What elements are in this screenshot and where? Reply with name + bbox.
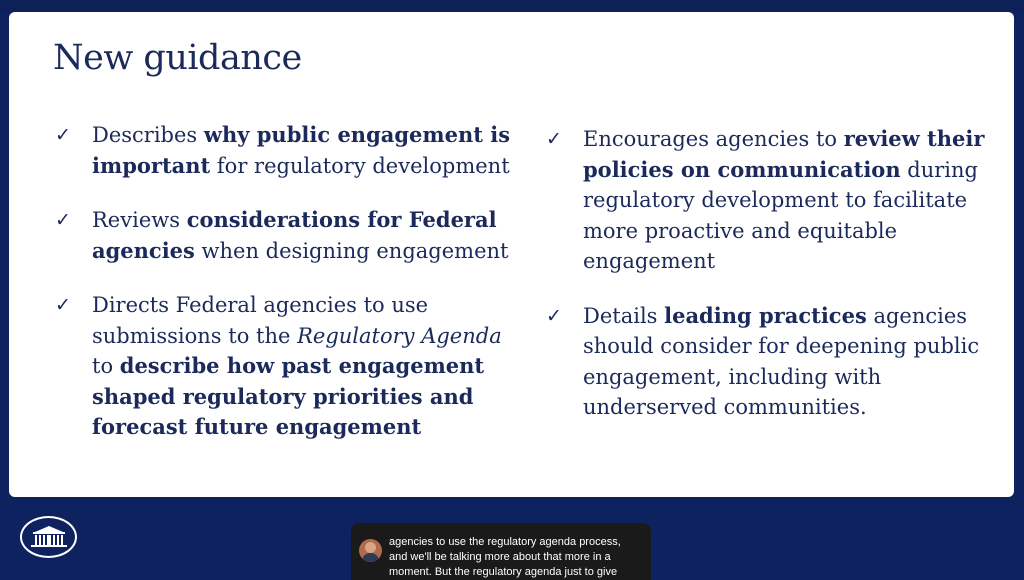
bullet-text-segment: Details [583,303,665,328]
bullet-item [542,124,1012,277]
bullet-text-segment: Describes [92,123,204,147]
presentation-slide [9,12,1014,497]
bullet-text [583,301,1012,423]
speaker-avatar [359,539,382,562]
bullet-text-emphasis: considerations for Federal agencies [92,207,497,263]
left-bullet-column [51,120,516,443]
caption-line: moment. But the regulatory agenda just to give [389,566,618,578]
bullet-text-segment: to [92,354,120,378]
bullet-text-segment: during regulatory development to facilitate more proactive and equitable engagement [583,157,978,273]
checkmark-icon: ✓ [546,128,562,150]
caption-text [389,535,647,580]
checkmark-icon: ✓ [55,124,71,146]
live-caption-box [351,523,651,580]
checkmark-icon: ✓ [55,294,71,316]
bullet-text-segment: for regulatory development [210,153,510,178]
bullet-text [92,205,516,266]
bullet-text-segment: Reviews [92,208,187,232]
slide-title: New guidance [53,38,302,78]
bullet-text [92,290,516,443]
bullet-text-segment: agencies should consider for deepening public engagement, including with underserved communities. [583,303,980,419]
right-bullet-column [542,124,1012,423]
bullet-item [51,120,516,181]
bullet-text-emphasis: describe how past engagement shaped regulatory priorities and forecast future engagement [92,353,485,439]
caption-line: and we'll be talking more about that more in a [389,551,611,563]
checkmark-icon: ✓ [546,304,562,327]
white-house-building-icon [27,523,71,551]
bullet-text-segment: Encourages agencies to [583,127,844,151]
bullet-item [542,301,1012,423]
window-top-strip [0,0,1024,12]
bullet-text [92,120,516,181]
bullet-text-emphasis: leading practices [664,302,867,328]
bullet-text-emphasis: review their policies on communication [583,126,985,182]
bullet-text-segment: Directs Federal agencies to use submissions to the [92,293,429,348]
bullet-text-italic: Regulatory Agenda [297,323,502,348]
bullet-text [583,124,1012,277]
bullet-text-emphasis: why public engagement is important [92,122,511,178]
bullet-item [51,290,516,443]
white-house-seal-icon [20,516,77,558]
bullet-text-segment: when designing engagement [194,238,509,263]
caption-line: agencies to use the regulatory agenda process, [389,536,621,548]
checkmark-icon: ✓ [55,209,71,231]
bullet-item [51,205,516,266]
